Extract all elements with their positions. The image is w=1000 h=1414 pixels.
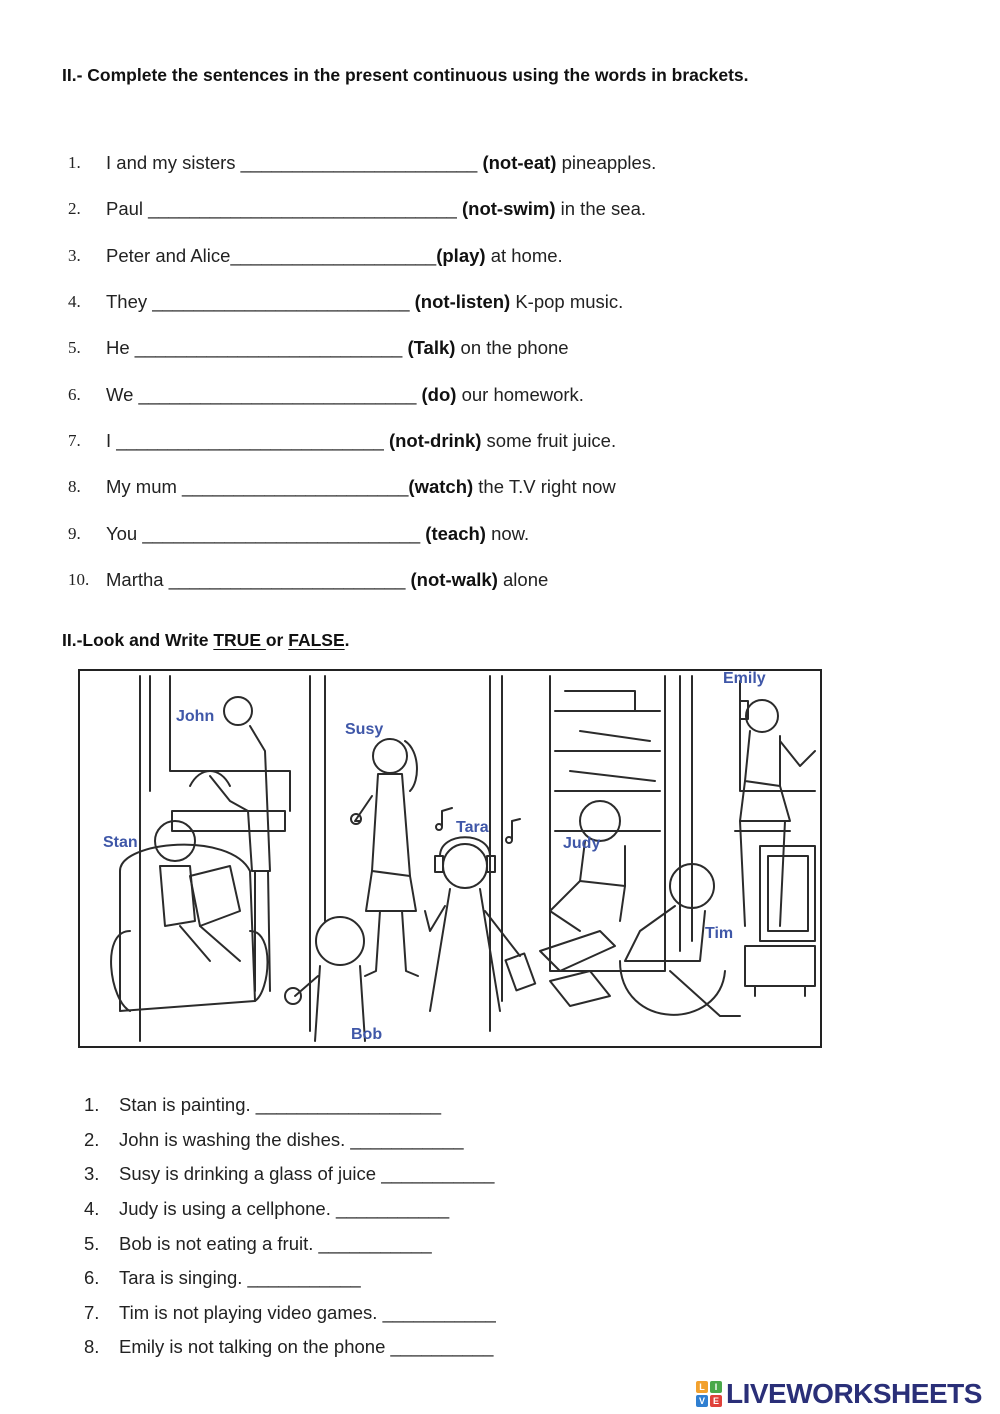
statement-item[interactable] bbox=[84, 1088, 684, 1123]
item-number: 8. bbox=[68, 477, 81, 497]
label-susy: Susy bbox=[345, 721, 384, 738]
item-number: 5. bbox=[68, 338, 81, 358]
item-number: 2. bbox=[84, 1128, 100, 1150]
sentence-item bbox=[68, 140, 948, 186]
statement-item[interactable] bbox=[84, 1157, 684, 1192]
statement-text: Bob is not eating a fruit. ___________ bbox=[119, 1232, 432, 1254]
item-number: 5. bbox=[84, 1232, 100, 1254]
logo-letter: E bbox=[710, 1395, 722, 1407]
label-tim: Tim bbox=[705, 925, 734, 942]
sentence-item bbox=[68, 510, 948, 556]
sentence-item bbox=[68, 557, 948, 603]
logo-text: LIVEWORKSHEETS bbox=[726, 1378, 982, 1409]
statement-text: Stan is painting. __________________ bbox=[119, 1094, 441, 1116]
scene-drawing bbox=[80, 671, 820, 1046]
sentence-text[interactable]: Peter and Alice____________________(play) at home. bbox=[106, 244, 563, 266]
statement-list bbox=[84, 1088, 684, 1365]
sentence-text[interactable]: My mum ______________________(watch) the T.V right now bbox=[106, 476, 616, 498]
liveworksheets-logo bbox=[696, 1376, 982, 1412]
sentence-item bbox=[68, 186, 948, 232]
sentence-text[interactable]: They _________________________ (not-listen) K-pop music. bbox=[106, 291, 624, 313]
sentence-item bbox=[68, 371, 948, 417]
label-tara: Tara bbox=[456, 819, 489, 836]
item-number: 6. bbox=[68, 384, 81, 404]
sentence-item bbox=[68, 325, 948, 371]
logo-letter: I bbox=[710, 1381, 722, 1393]
section1-heading: II.- Complete the sentences in the present continuous using the words in brackets. bbox=[62, 65, 749, 85]
sentence-text[interactable]: Martha _______________________ (not-walk) alone bbox=[106, 568, 549, 590]
item-number: 9. bbox=[68, 523, 81, 543]
sentence-text[interactable]: He __________________________ (Talk) on the phone bbox=[106, 337, 569, 359]
logo-mark-icon bbox=[696, 1381, 722, 1407]
sentence-item bbox=[68, 464, 948, 510]
label-judy: Judy bbox=[563, 835, 601, 852]
section2-heading: II.-Look and Write TRUE or FALSE. bbox=[62, 630, 350, 650]
sentence-item bbox=[68, 233, 948, 279]
item-number: 3. bbox=[84, 1163, 100, 1185]
statement-item[interactable] bbox=[84, 1261, 684, 1296]
sentence-text[interactable]: I __________________________ (not-drink) some fruit juice. bbox=[106, 429, 617, 451]
label-stan: Stan bbox=[103, 834, 138, 851]
label-bob: Bob bbox=[351, 1026, 383, 1043]
statement-text: Tara is singing. ___________ bbox=[119, 1267, 361, 1289]
statement-item[interactable] bbox=[84, 1192, 684, 1227]
statement-text: Judy is using a cellphone. ___________ bbox=[119, 1198, 450, 1220]
sentence-text[interactable]: Paul ______________________________ (not-swim) in the sea. bbox=[106, 198, 647, 220]
true-word: TRUE bbox=[213, 630, 266, 650]
statement-text: Emily is not talking on the phone __________ bbox=[119, 1336, 494, 1358]
item-number: 8. bbox=[84, 1336, 100, 1358]
statement-item[interactable] bbox=[84, 1296, 684, 1331]
item-number: 7. bbox=[68, 430, 81, 450]
statement-item[interactable] bbox=[84, 1330, 684, 1365]
sentence-item bbox=[68, 418, 948, 464]
item-number: 10. bbox=[68, 569, 90, 589]
statement-item[interactable] bbox=[84, 1123, 684, 1158]
label-john: John bbox=[176, 708, 215, 725]
statement-item[interactable] bbox=[84, 1226, 684, 1261]
statement-text: Tim is not playing video games. ___________ bbox=[119, 1301, 496, 1323]
label-emily: Emily bbox=[723, 670, 766, 687]
item-number: 1. bbox=[84, 1094, 100, 1116]
living-room-illustration bbox=[78, 669, 822, 1048]
sentence-text[interactable]: You ___________________________ (teach) now. bbox=[106, 522, 530, 544]
false-word: FALSE bbox=[288, 630, 345, 650]
statement-text: John is washing the dishes. ___________ bbox=[119, 1128, 464, 1150]
item-number: 6. bbox=[84, 1267, 100, 1289]
sentence-list bbox=[68, 140, 948, 603]
sentence-text[interactable]: We ___________________________ (do) our homework. bbox=[106, 383, 584, 405]
sentence-item bbox=[68, 279, 948, 325]
item-number: 2. bbox=[68, 199, 81, 219]
statement-text: Susy is drinking a glass of juice ___________ bbox=[119, 1163, 495, 1185]
logo-letter: L bbox=[696, 1381, 708, 1393]
sentence-text[interactable]: I and my sisters _______________________ (not-eat) pineapples. bbox=[106, 152, 657, 174]
item-number: 7. bbox=[84, 1301, 100, 1323]
item-number: 3. bbox=[68, 245, 81, 265]
logo-letter: V bbox=[696, 1395, 708, 1407]
item-number: 1. bbox=[68, 153, 81, 173]
item-number: 4. bbox=[84, 1198, 100, 1220]
item-number: 4. bbox=[68, 292, 81, 312]
